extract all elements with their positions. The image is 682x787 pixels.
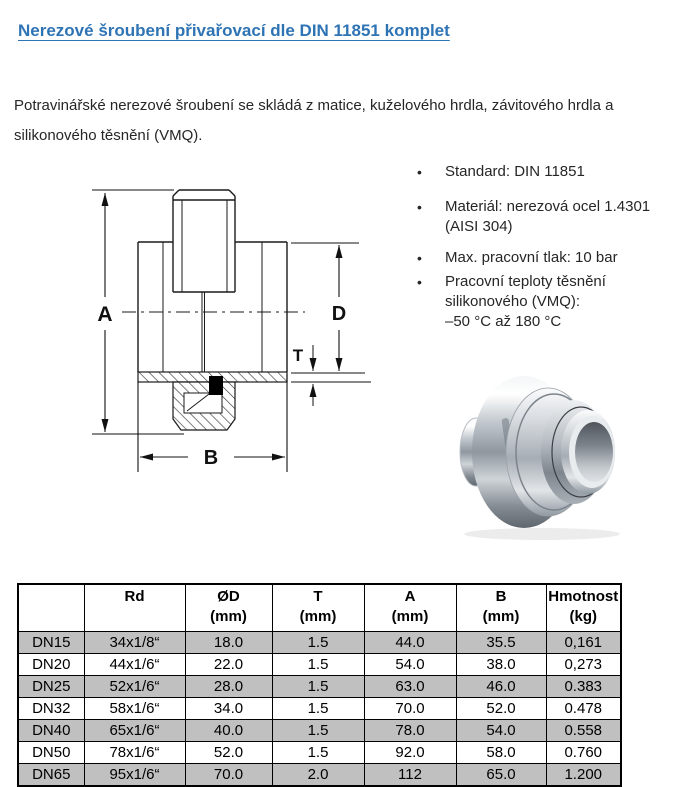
page-title[interactable]: Nerezové šroubení přivařovací dle DIN 11851 komplet: [18, 21, 450, 41]
table-header-cell: Rd: [84, 584, 185, 632]
dim-label-b: B: [203, 447, 219, 469]
table-cell: 1.5: [272, 654, 364, 676]
table-cell: 0,273: [546, 654, 621, 676]
table-cell: 34.0: [185, 698, 272, 720]
table-row: [18, 698, 621, 720]
table-cell: 38.0: [456, 654, 546, 676]
table-cell: 65.0: [456, 764, 546, 787]
table-cell: DN40: [18, 720, 84, 742]
table-cell: 0.383: [546, 676, 621, 698]
table-header-cell: T (mm): [272, 584, 364, 632]
table-cell: 1.5: [272, 676, 364, 698]
table-cell: 65x1/6“: [84, 720, 185, 742]
spec-text: Max. pracovní tlak: 10 bar: [445, 249, 618, 266]
table-cell: 58.0: [456, 742, 546, 764]
table-cell: 54.0: [456, 720, 546, 742]
table-cell: 40.0: [185, 720, 272, 742]
table-cell: 1.5: [272, 632, 364, 654]
spec-item: [417, 197, 679, 237]
table-header-cell: A (mm): [364, 584, 456, 632]
union-bore: [575, 422, 613, 482]
spec-item: [417, 272, 679, 332]
table-cell: 54.0: [364, 654, 456, 676]
table-cell: 112: [364, 764, 456, 787]
table-cell: DN65: [18, 764, 84, 787]
product-photo: [442, 370, 667, 545]
table-cell: 1.5: [272, 698, 364, 720]
table-cell: 1.5: [272, 742, 364, 764]
spec-table: [17, 583, 622, 787]
table-cell: 52.0: [185, 742, 272, 764]
table-cell: 95x1/6“: [84, 764, 185, 787]
table-header-cell: B (mm): [456, 584, 546, 632]
table-cell: DN15: [18, 632, 84, 654]
table-cell: 0.478: [546, 698, 621, 720]
bullet-icon: •: [417, 274, 422, 290]
table-body: [18, 632, 621, 787]
bullet-icon: •: [417, 250, 422, 266]
table-cell: 44.0: [364, 632, 456, 654]
table-cell: 92.0: [364, 742, 456, 764]
table-cell: 35.5: [456, 632, 546, 654]
table-cell: 63.0: [364, 676, 456, 698]
table-cell: DN25: [18, 676, 84, 698]
table-cell: 0,161: [546, 632, 621, 654]
table-row: [18, 764, 621, 787]
table-header-cell: Hmotnost (kg): [546, 584, 621, 632]
table-cell: 22.0: [185, 654, 272, 676]
table-cell: 70.0: [185, 764, 272, 787]
table-cell: 44x1/6“: [84, 654, 185, 676]
spec-text: Pracovní teploty těsnění silikonového (VMQ): –50 °C až 180 °C: [445, 273, 606, 330]
table-header-row: [18, 584, 621, 632]
table-cell: 2.0: [272, 764, 364, 787]
table-row: [18, 720, 621, 742]
table-header-cell: [18, 584, 84, 632]
table-cell: 28.0: [185, 676, 272, 698]
table-cell: 0.760: [546, 742, 621, 764]
table-cell: 58x1/6“: [84, 698, 185, 720]
table-cell: DN32: [18, 698, 84, 720]
table-header-cell: ØD (mm): [185, 584, 272, 632]
table-cell: 78.0: [364, 720, 456, 742]
table-row: [18, 654, 621, 676]
dim-label-d: D: [331, 303, 347, 325]
table-cell: 52x1/6“: [84, 676, 185, 698]
photo-shadow: [464, 528, 620, 540]
spec-item: [417, 162, 679, 182]
table-row: [18, 632, 621, 654]
spec-text: Standard: DIN 11851: [445, 163, 585, 180]
spec-text: Materiál: nerezová ocel 1.4301 (AISI 304): [445, 198, 651, 235]
table-cell: 18.0: [185, 632, 272, 654]
table-cell: 34x1/8“: [84, 632, 185, 654]
bullet-icon: •: [417, 164, 422, 180]
table-cell: 1.5: [272, 720, 364, 742]
spec-list: [417, 162, 679, 332]
dim-label-a: A: [97, 303, 113, 326]
bullet-icon: •: [417, 199, 422, 215]
table-row: [18, 742, 621, 764]
table-cell: 46.0: [456, 676, 546, 698]
table-cell: 1.200: [546, 764, 621, 787]
table-cell: DN20: [18, 654, 84, 676]
table-cell: 78x1/6“: [84, 742, 185, 764]
spec-item: [417, 248, 679, 268]
gasket-section: [209, 376, 223, 395]
table-cell: 52.0: [456, 698, 546, 720]
technical-drawing: [60, 165, 420, 485]
table-cell: 0.558: [546, 720, 621, 742]
table-cell: DN50: [18, 742, 84, 764]
dim-label-t: T: [292, 346, 304, 365]
table-row: [18, 676, 621, 698]
intro-paragraph: Potravinářské nerezové šroubení se skládá z matice, kuželového hrdla, závitového hrdla a silikonového těsnění (VMQ).: [14, 97, 614, 144]
table-cell: 70.0: [364, 698, 456, 720]
